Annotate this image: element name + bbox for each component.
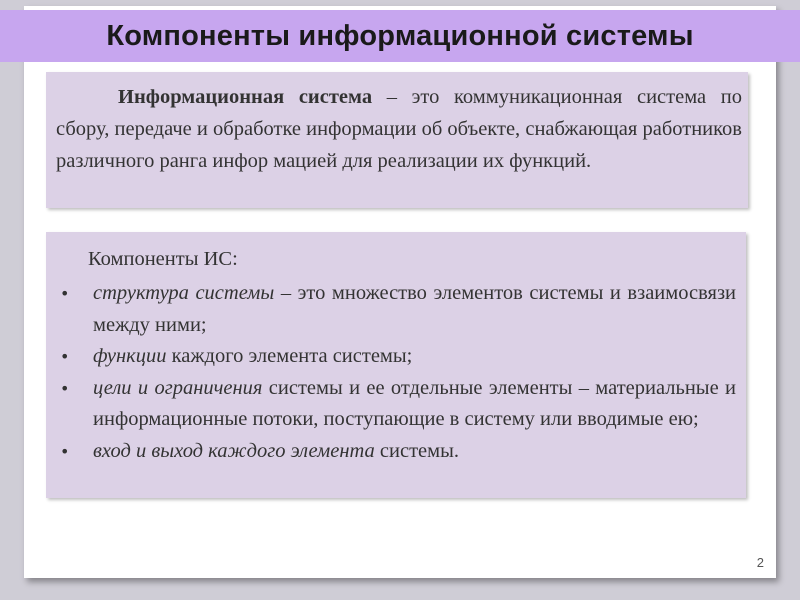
list-item xyxy=(46,341,736,373)
bullet-icon: • xyxy=(60,378,70,398)
list-item xyxy=(46,436,736,468)
list-item xyxy=(46,373,736,436)
component-text: системы и ее отдельные элементы – материальные и информационные потоки, поступающие в систему или вводимые ею; xyxy=(93,376,736,430)
component-term: цели и ограничения xyxy=(93,376,263,399)
definition-text xyxy=(56,81,742,177)
title-bar xyxy=(0,10,800,62)
page-number: 2 xyxy=(756,555,764,570)
definition-dash: – xyxy=(372,86,412,108)
component-text: каждого элемента системы; xyxy=(166,345,413,367)
definition-term: Информационная система xyxy=(118,86,373,108)
definition-body: это коммуникационная система по сбору, передаче и обработке информации об объекте, снабжающая работников различного ранга инфор мацией для реализации их функций. xyxy=(56,86,742,172)
slide-title: Компоненты информационной системы xyxy=(106,19,694,52)
list-item xyxy=(46,278,736,341)
component-term: вход и выход каждого элемента xyxy=(93,439,375,462)
components-heading: Компоненты ИС: xyxy=(88,248,238,270)
component-text: – это множество элементов системы и взаимосвязи между ними; xyxy=(93,282,737,336)
bullet-icon: • xyxy=(60,284,70,303)
component-text: системы. xyxy=(374,439,460,462)
components-box xyxy=(46,232,746,498)
bullet-icon: • xyxy=(60,347,70,366)
bullet-icon: • xyxy=(60,441,70,461)
components-list xyxy=(46,278,736,467)
definition-box xyxy=(46,72,748,208)
component-term: функции xyxy=(93,345,167,367)
component-term: структура системы xyxy=(93,282,275,304)
